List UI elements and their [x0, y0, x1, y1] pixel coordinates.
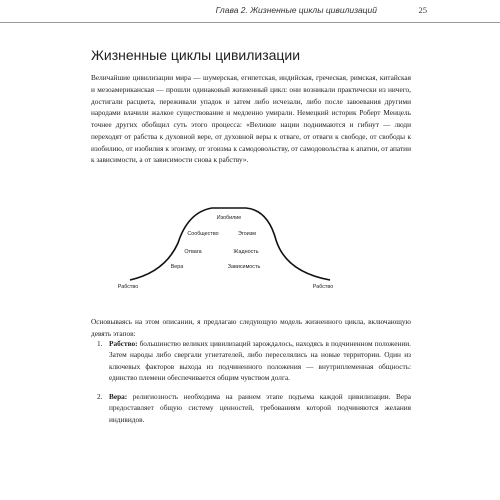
label-greed: Жадность [233, 249, 259, 255]
lead-paragraph: Основываясь на этом описании, я предлагаю следующую модель жизненного цикла, включающую девять этапов: [91, 317, 411, 338]
cycle-curve [130, 208, 330, 280]
label-slavery-right: Рабство [312, 284, 334, 290]
label-abundance: Изобилие [216, 215, 242, 221]
stages-list [91, 338, 411, 433]
list-item-term: Вера: [109, 392, 128, 402]
list-item-number: 2. [97, 392, 103, 402]
label-courage: Отвага [184, 249, 202, 255]
running-header-title: Глава 2. Жизненные циклы цивилизаций [215, 5, 377, 15]
label-slavery-left: Рабство [117, 284, 139, 290]
label-selfishness: Эгоизм [238, 231, 256, 237]
label-faith: Вера [170, 264, 184, 270]
list-item-text: религиозность необходима на раннем этапе подъема каждой цивилизации. Вера предоставляет общую систему ценностей, требованиям которой подчиняются желания индивидов. [109, 392, 411, 424]
intro-paragraph: Величайшие цивилизации мира — шумерская, египетская, индийская, греческая, римская, китайская и мезоамериканская — прошли одинаковый жизненный цикл: они возникали практически из ничего, достигали расцвета, переживали упадок и затем либо исчезали, либо после завоевания другими народами влачили жалкое существование и медленно умирали. Немецкий историк Роберт Менцель точнее других обобщил суть этого процесса: «Великие нации поднимаются и гибнут — люди переходят от рабства к духовной вере, от духовной веры к отваге, от отваги к свободе, от свободы к изобилию, от изобилия к эгоизму, от эгоизма к самодовольству, от самодовольства к апатии, от апатии к зависимости, а от зависимости снова к рабству». [91, 73, 411, 165]
page-number: 25 [418, 5, 427, 15]
section-heading: Жизненные циклы цивилизации [91, 46, 301, 63]
list-item-term: Рабство: [109, 339, 138, 348]
list-item-number: 1. [97, 339, 103, 348]
label-complacency: Сообщество [187, 231, 219, 237]
list-item-text: большинство великих цивилизаций зарождалось, находясь в подчиненном положении. Затем народы либо свергали угнетателей, либо переселялись на новые территории. Один из ключевых факторов выхода из подчиненного положения — внутриплеменная общность: единство племени обеспечивается общим чувством долга. [109, 339, 411, 382]
page-header [0, 0, 500, 23]
list-item [91, 338, 411, 383]
label-dependence: Зависимость [227, 264, 261, 270]
list-item [91, 391, 411, 425]
